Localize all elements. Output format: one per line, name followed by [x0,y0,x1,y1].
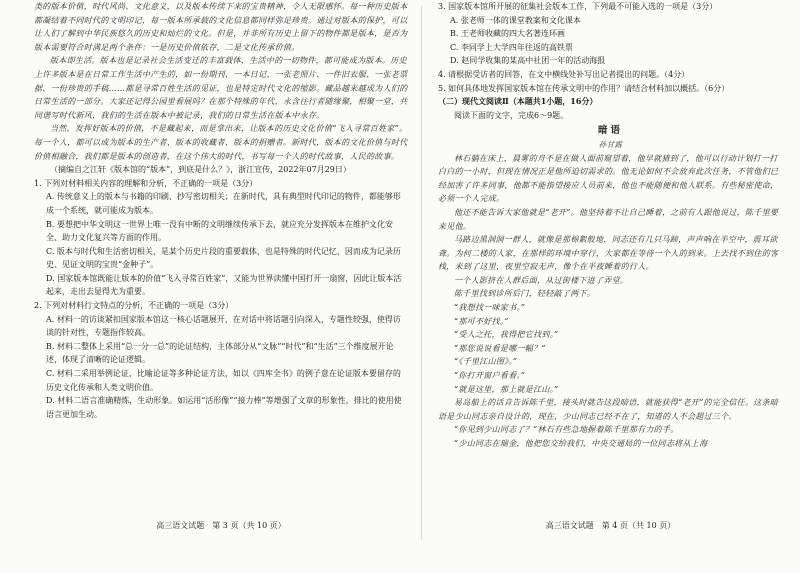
option-3b: B. 王老师收藏的四大名著连环画 [450,29,565,39]
dialogue-line: 一个人影挤在人群后面，从过街楼下进了弄堂。 [454,275,629,285]
page-footer-right: 高三语文试题 第 4 页（共 10 页） [545,521,676,530]
section-heading: （二）现代文阅读Ⅱ（本题共1小题，16分） [438,96,598,107]
option-2b: B. 材料二整体上采用“总一分一总”的论证结构，主体部分从“文脉”“时代”和“生活”三个维度展开论述，体现了清晰的论证逻辑。 [46,341,394,365]
option-1c: C. 版本与时代和生活密切相关，是某个历史片段的重要载体，也是特殊的时代记忆，因而成为记录历史、见证文明的宝贵“金种子”。 [46,246,401,270]
dialogue-line: “那您说说看是哪一幅？” [454,343,546,353]
story-paragraph: 他还不能告诉大家他就是“老开”。他坚持着不让自己睡着，之前有人跟他说过，陈千里要来见他。 [438,207,779,231]
dialogue-line: “我想找一味家书。” [454,303,526,313]
source-citation: （摘编自之江轩《版本馆的“版本”，到底是什么？》，浙江宣传，2022年07月29日） [50,165,351,175]
dialogue-line: “受人之托，我得把它找到。” [454,330,559,340]
passage-paragraph: 类的版本价值，时代风尚、文化意义，以及版本传续下来的宝贵精神，令人无限感怀。每一种历史版本都凝结着不同时代的文明印记，每一版本所承载的文化信息都同样弥足珍贵。通过对版本的保护，可以让人们了解到中华民族悠久的历史和灿烂的文化。但是，并非所有历史上留下的物件都是版本，是否为版本需要符合时满足两个条件：一是历史价值依存，二是文化传承价值。 [34,2,408,52]
story-paragraph: 林石躺在床上，晨雾的舟不是在做人面前窥望着，他早就猜到了，他可以行动计划打一打白白的一小时，但现在情况正是他所迫切需求的。他无论如何不会放弃此次任务，不管他们已经加害了许多同事，他都不能指望接应人员前来，他也不能随便和他人联系。有些秘密使命，必须一个人完成。 [438,153,779,204]
story-author: 孙甘露 [598,139,623,149]
option-2d: D. 材料二语言准确精炼，生动形象。如运用“活形像”“接力棒”等增强了文章的形象性，排比的使用使语言更加生动。 [46,396,402,419]
page-footer-left: 高三语文试题 第 3 页（共 10 页） [156,521,286,530]
dialogue-line: “就是这里，那上就是江山。” [454,384,559,394]
page-divider [421,6,422,540]
story-title: 暗语 [597,125,623,137]
option-3a: A. 张老师一体的课堂教案和文化课本 [450,15,581,25]
option-2a: A. 材料一的访谈紧扣国家版本馆这一核心话题展开，在对话中将话题引向深入，专题性较强，使得访谈的针对性，专题指作较高。 [46,314,401,338]
dialogue-line: “那可不好找。” [454,316,509,326]
story-paragraph: 马路边黑洞洞一群人，就像是那棉絮般地，同志还有几只马蹄，声声响在半空中，震耳欲聋。为何二楼的人家，在那样的环境中穿行，大家都在等待一个人的到来。上去找不到住的客栈，来到了这里，夜里空寂无声，像个在半夜睡着的行人。 [438,235,779,272]
passage-paragraph: 当然，发挥好版本的价值，不是藏起来，而是拿出来，让版本的历史文化价值“飞入寻常百姓家”。每一个人，都可以成为版本的生产者、版本的收藏者、版本的捐赠者。新时代，版本的文化价值与时代价值相融合，我们都是版本的创造者，在这个伟大的时代，书写每一个人的时代故事，人民的故事。 [34,124,408,161]
right-column [438,0,783,451]
dialogue-line: “《千里江山图》。” [454,357,518,367]
left-column [34,0,408,421]
option-1a: A. 传统意义上的版本与书籍的印刷、抄写密切相关；在新时代，具有典型时代印记的物件，都能够形成一个系统，就可能成为版本。 [46,192,401,215]
question-5: 5. 如何具体地发挥国家版本馆在传承文明中的作用？请结合材料加以概括。（6分） [438,83,730,93]
story-paragraph: 易岛船上的话音告诉陈千里，接头时就告这段暗语，就能获得“老开”的完全信任。这条暗语是少山同志亲自设计的，现在，少山同志已经不在了，知道的人不会超过三个。 [438,398,779,421]
story-paragraph: “你见到少山同志了？”林石有些急地握着陈千里那有力的手。 [454,425,679,435]
question-3: 3. 国家版本馆所开展的征集社会版本工作，下列最不可能入选的一项是（3分） [438,2,718,11]
passage-paragraph: 版本即生活。版本也是记录社会生活变迁的丰富载体，生活中的一切物件，都可能成为版本。历史上许多版本是在日常工作生活中产生的，如一份期刊、一本日记、一张老照片、一件旧衣服、一张老票据、一份珍贵的手稿……都是寻常百姓生活的见证，也是特定时代文化的缩影。藏品越来越成为人们的日常生活的一部分。大家还记得公园里看展吗？在那个特殊的年代，永含往行者随缘聚，相聚一堂，共同谱写时代新风，我们的生活在版本中被记录，我们的日常生活在版本中永存。 [34,56,408,120]
option-1b: B. 要想把中华文明这一世界上唯一没有中断的文明继续传承下去，就应充分发挥版本在维护文化安全、助力文化复兴等方面的作用。 [46,219,393,243]
question-2: 2. 下列对材料行文特点的分析，不正确的一项是（3分） [34,301,234,311]
section-instructions: 阅读下面的文字，完成6～9题。 [454,110,569,120]
question-4: 4. 请根据受访者的回答，在文中横线处补写出记者提出的问题。（4分） [438,69,690,79]
option-3d: D. 赵同学收集的某高中社团一年的活动海报 [450,56,606,66]
option-1d: D. 国家版本馆既能让版本的价值“飞入寻常百姓家”，又能为世界读懂中国打开一扇窗，因此让版本活起来，走出去显得尤为重要。 [46,273,402,297]
story-paragraph: “少山同志在瑞金，他把您交给我们，中央交通局的一位同志将从上海 [454,439,708,448]
option-2c: C. 材料二采用举例论证，比喻论证等多种论证方法，如以《四库全书》的例子意在论证版本要留存的历史文化传承和人类文明价值。 [46,369,401,392]
dialogue-line: “你打开窗户看看。” [454,371,526,381]
question-1: 1. 下列对材料相关内容的理解和分析，不正确的一项是（3分） [34,178,258,188]
dialogue-line: 陈千里找到诊所后门，轻轻敲了两下。 [454,289,596,299]
option-3c: C. 李同学上大学四年往返的高铁票 [450,42,573,52]
